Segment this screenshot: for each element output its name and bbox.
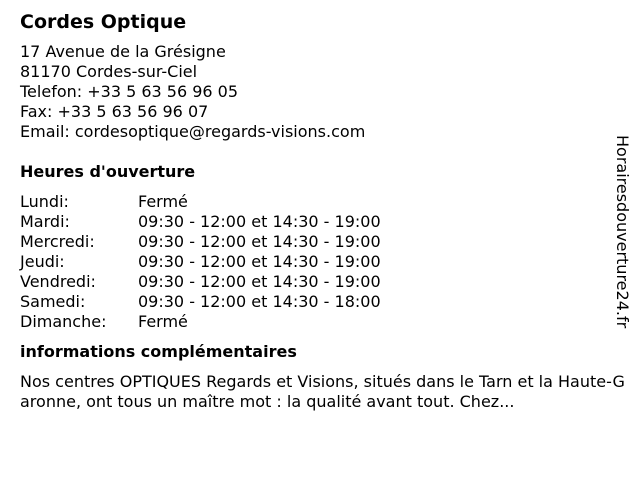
hours-row-saturday — [20, 292, 620, 312]
business-name: Cordes Optique — [20, 11, 187, 33]
time-value: 09:30 - 12:00 et 14:30 - 19:00 — [138, 252, 381, 271]
day-label: Samedi: — [20, 292, 86, 311]
address-line-2: 81170 Cordes-sur-Ciel — [20, 62, 198, 81]
info-text: Nos centres OPTIQUES Regards et Visions, situés dans le Tarn et la Haute-Garonne, ont tous un maître mot : la qualité avant tout. Chez... — [20, 372, 625, 411]
info-heading: informations complémentaires — [20, 342, 297, 361]
fax-line: Fax: +33 5 63 56 96 07 — [20, 102, 209, 121]
hours-row-tuesday — [20, 212, 620, 232]
watermark: Horairesdouverture24.fr — [613, 135, 632, 329]
time-value: 09:30 - 12:00 et 14:30 - 18:00 — [138, 292, 381, 311]
hours-row-friday — [20, 272, 620, 292]
email-line: Email: cordesoptique@regards-visions.com — [20, 122, 366, 141]
hours-row-thursday — [20, 252, 620, 272]
hours-table — [20, 192, 620, 332]
day-label: Jeudi: — [20, 252, 65, 271]
day-label: Vendredi: — [20, 272, 96, 291]
phone-line: Telefon: +33 5 63 56 96 05 — [20, 82, 239, 101]
hours-heading: Heures d'ouverture — [20, 162, 196, 181]
hours-row-monday — [20, 192, 620, 212]
address-line-1: 17 Avenue de la Grésigne — [20, 42, 226, 61]
time-value: 09:30 - 12:00 et 14:30 - 19:00 — [138, 232, 381, 251]
time-value: Fermé — [138, 192, 188, 211]
time-value: 09:30 - 12:00 et 14:30 - 19:00 — [138, 212, 381, 231]
day-label: Lundi: — [20, 192, 69, 211]
hours-row-wednesday — [20, 232, 620, 252]
time-value: 09:30 - 12:00 et 14:30 - 19:00 — [138, 272, 381, 291]
day-label: Mardi: — [20, 212, 70, 231]
time-value: Fermé — [138, 312, 188, 331]
day-label: Mercredi: — [20, 232, 95, 251]
day-label: Dimanche: — [20, 312, 107, 331]
hours-row-sunday — [20, 312, 620, 332]
